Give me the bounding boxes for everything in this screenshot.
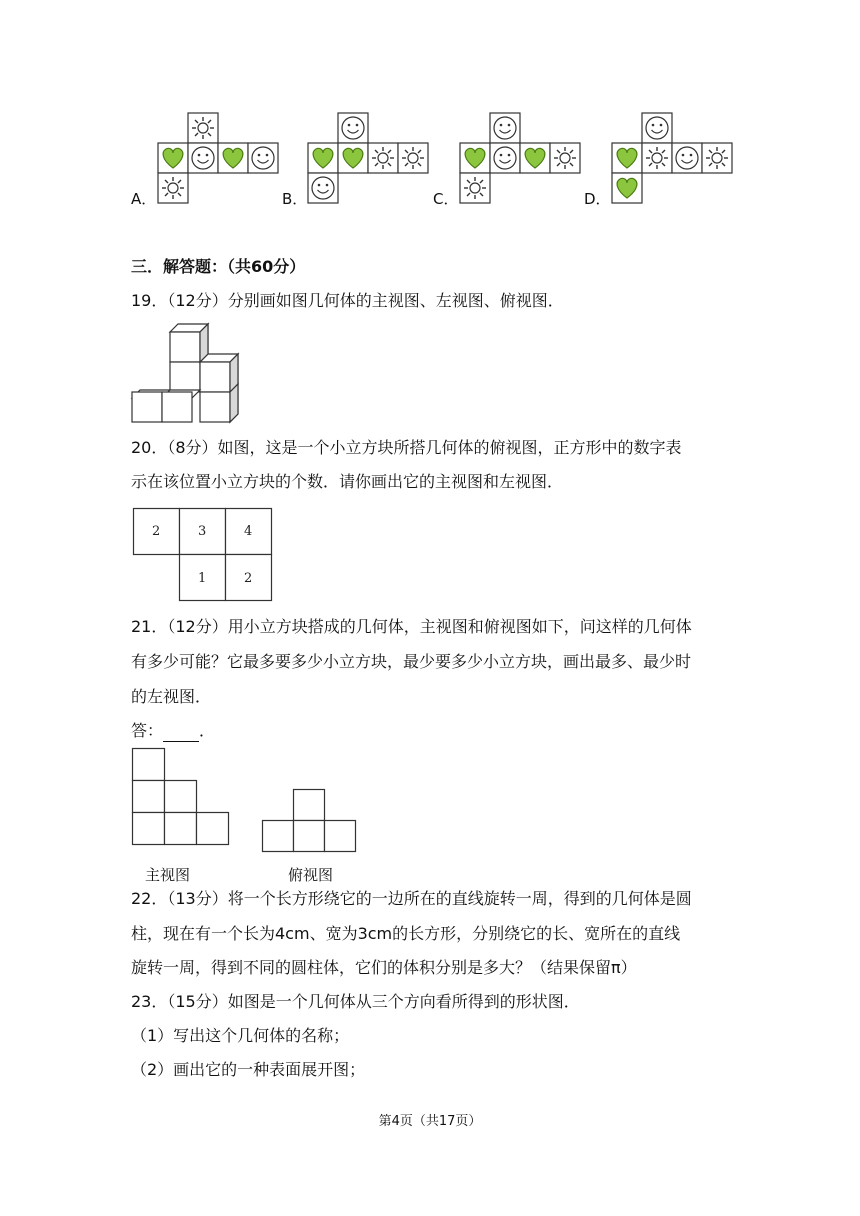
option-a-label: A． — [131, 190, 157, 208]
grid-number: 2 — [244, 571, 253, 586]
grid-number: 2 — [152, 524, 161, 539]
answer-blank[interactable] — [163, 725, 199, 742]
option-a-net — [158, 113, 278, 205]
grid-number: 1 — [198, 571, 207, 586]
answer-end: ． — [199, 721, 216, 740]
grid-number: 3 — [198, 524, 207, 539]
q20-top-view-grid — [133, 508, 275, 604]
q23-sub-1: （1）写出这个几何体的名称； — [131, 1026, 350, 1045]
option-c-label: C． — [433, 190, 459, 208]
option-c-net — [460, 113, 580, 205]
q23-sub-2: （2）画出它的一种表面展开图； — [131, 1060, 366, 1079]
top-view-caption: 俯视图 — [288, 866, 334, 884]
q20-line-1: 20．（8分）如图，这是一个小立方块所搭几何体的俯视图，正方形中的数字表 — [131, 438, 682, 457]
q23-line-1: 23．（15分）如图是一个几何体从三个方向看所得到的形状图． — [131, 992, 580, 1011]
q19-cube-figure — [130, 322, 242, 428]
option-b-label: B． — [282, 190, 308, 208]
q20-line-2: 示在该位置小立方块的个数．请你画出它的主视图和左视图． — [131, 472, 564, 491]
q22-line-1: 22．（13分）将一个长方形绕它的一边所在的直线旋转一周，得到的几何体是圆 — [131, 889, 692, 908]
q22-line-3: 旋转一周，得到不同的圆柱体，它们的体积分别是多大？（结果保留π） — [131, 958, 637, 977]
q21-line-1: 21．（12分）用小立方块搭成的几何体，主视图和俯视图如下，问这样的几何体 — [131, 617, 692, 636]
page-footer: 第4页（共17页） — [378, 1114, 482, 1129]
q21-answer — [131, 720, 215, 742]
section-heading: 三．解答题：（共60分） — [131, 257, 306, 276]
grid-number: 4 — [244, 524, 253, 539]
q22-line-2: 柱，现在有一个长为4cm、宽为3cm的长方形，分别绕它的长、宽所在的直线 — [131, 924, 681, 943]
option-d-net — [612, 113, 732, 205]
q21-line-2: 有多少可能？它最多要多少小立方块，最少要多少小立方块，画出最多、最少时 — [131, 652, 692, 671]
q19-text: 19．（12分）分别画如图几何体的主视图、左视图、俯视图． — [131, 291, 564, 310]
answer-label: 答： — [131, 721, 164, 740]
q21-line-3: 的左视图． — [131, 687, 212, 706]
option-b-net — [308, 113, 428, 205]
q21-top-view — [262, 789, 356, 853]
front-view-caption: 主视图 — [145, 866, 191, 884]
q21-front-view — [132, 748, 230, 846]
option-d-label: D． — [584, 190, 611, 208]
